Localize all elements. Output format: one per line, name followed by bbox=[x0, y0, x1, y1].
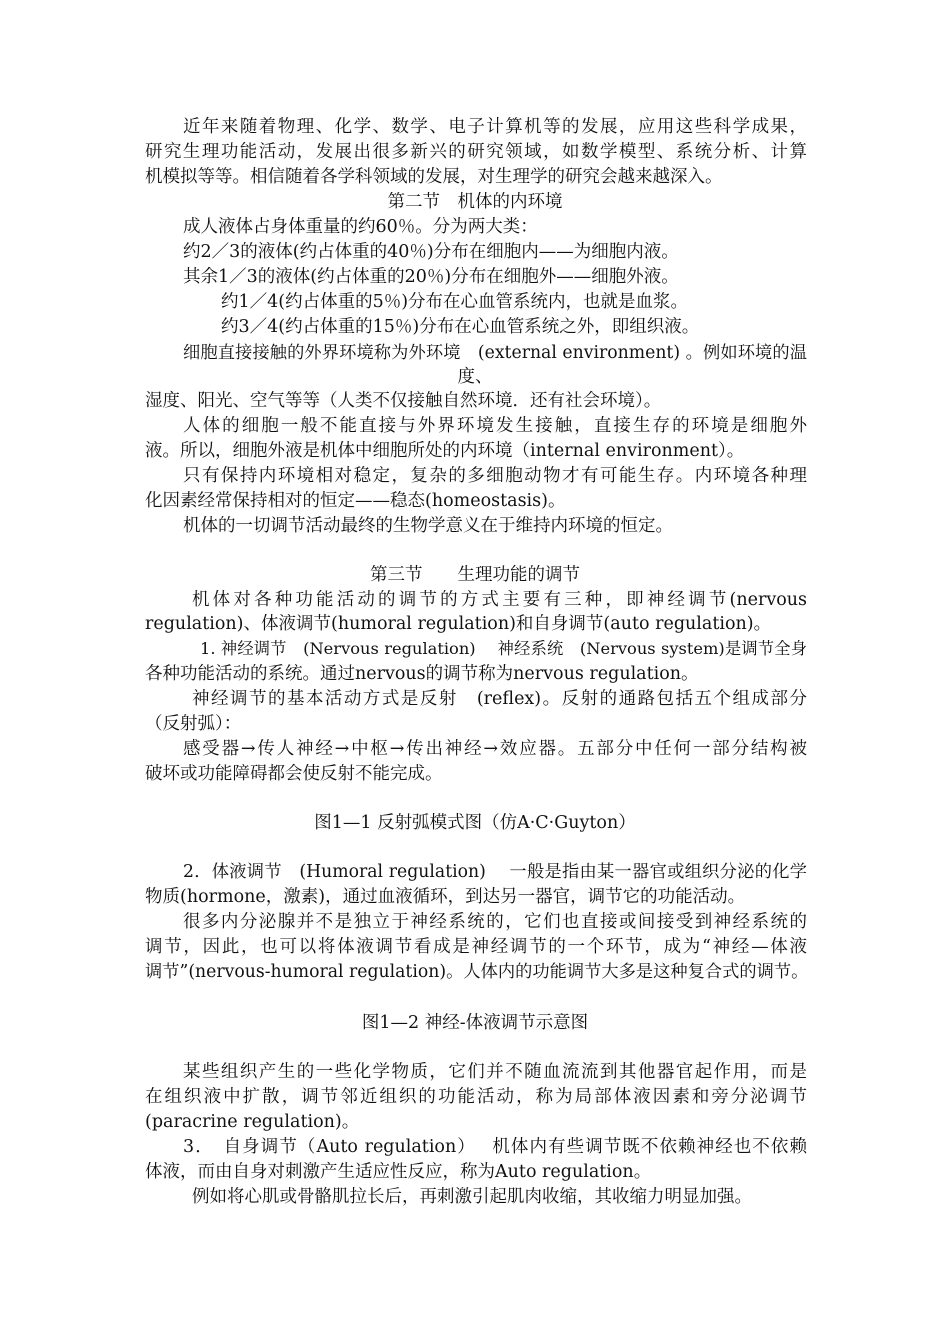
intro-line-3: 机模拟等等。相信随着各学科领域的发展，对生理学的研究会越来越深入。 bbox=[145, 167, 723, 187]
internal-env-line-2: 液。所以，细胞外液是机体中细胞所处的内环境（internal environment）。 bbox=[145, 441, 745, 461]
auto-regulation-line-2: 体液，而由自身对刺激产生适应性反应，称为Auto regulation。 bbox=[145, 1162, 652, 1182]
paracrine-line-1: 某些组织产生的一些化学物质，它们并不随血流流到其他器官起作用，而是 bbox=[183, 1062, 807, 1082]
reflex-arc-line-2: 破坏或功能障碍都会使反射不能完成。 bbox=[145, 764, 443, 784]
humoral-line-2: 物质(hormone，激素)，通过血液循环，到达另一器官，调节它的功能活动。 bbox=[145, 887, 746, 907]
body-fluid-line-3: 其余1／3的液体(约占体重的20％)分布在细胞外——细胞外液。 bbox=[183, 267, 679, 287]
section-3-title: 第三节 生理功能的调节 bbox=[370, 565, 580, 585]
external-env-line-2: 度、 bbox=[457, 367, 493, 387]
intro-line-1: 近年来随着物理、化学、数学、电子计算机等的发展，应用这些科学成果， bbox=[183, 117, 807, 137]
nervous-regulation-line-1: 1. 神经调节 (Nervous regulation) 神经系统 (Nervous system)是调节全身 bbox=[200, 639, 807, 658]
external-env-line-3: 湿度、阳光、空气等等（人类不仅接触自然环境．还有社会环境）。 bbox=[145, 391, 662, 411]
homeostasis-line-2: 化因素经常保持相对的恒定——稳态(homeostasis)。 bbox=[145, 491, 566, 511]
muscle-example-line: 例如将心肌或骨骼肌拉长后，再刺激引起肌肉收缩，其收缩力明显加强。 bbox=[192, 1187, 752, 1207]
modes-line-2: regulation)、体液调节(humoral regulation)和自身调节(auto regulation)。 bbox=[145, 614, 772, 634]
auto-regulation-line-1: 3． 自身调节（Auto regulation） 机体内有些调节既不依赖神经也不依赖 bbox=[183, 1137, 807, 1157]
reflex-arc-line-1: 感受器→传人神经→中枢→传出神经→效应器。五部分中任何一部分结构被 bbox=[183, 739, 807, 759]
body-fluid-line-2: 约2／3的液体(约占体重的40％)分布在细胞内——为细胞内液。 bbox=[183, 242, 679, 262]
reflex-line-2: （反射弧）： bbox=[145, 714, 242, 734]
figure-1-1-caption: 图1—1 反射弧模式图（仿A·C·Guyton） bbox=[314, 813, 636, 833]
section-2-title: 第二节 机体的内环境 bbox=[387, 192, 563, 212]
body-fluid-line-4: 约1／4(约占体重的5％)分布在心血管系统内，也就是血浆。 bbox=[221, 292, 689, 312]
reflex-line-1: 神经调节的基本活动方式是反射 (reflex)。反射的通路包括五个组成部分 bbox=[192, 689, 807, 709]
intro-line-2: 研究生理功能活动，发展出很多新兴的研究领域，如数学模型、系统分析、计算 bbox=[145, 142, 807, 162]
nervous-regulation-line-2: 各种功能活动的系统。通过nervous的调节称为nervous regulation。 bbox=[145, 664, 699, 684]
paracrine-line-2: 在组织液中扩散，调节邻近组织的功能活动，称为局部体液因素和旁分泌调节 bbox=[145, 1087, 807, 1107]
body-fluid-line-5: 约3／4(约占体重的15％)分布在心血管系统之外，即组织液。 bbox=[221, 317, 700, 337]
body-fluid-line-1: 成人液体占身体重量的约60％。分为两大类： bbox=[183, 217, 538, 237]
homeostasis-line-1: 只有保持内环境相对稳定，复杂的多细胞动物才有可能生存。内环境各种理 bbox=[183, 466, 807, 486]
paracrine-line-3: (paracrine regulation)。 bbox=[145, 1112, 360, 1132]
internal-env-line-1: 人体的细胞一般不能直接与外界环境发生接触，直接生存的环境是细胞外 bbox=[183, 416, 807, 436]
regulation-meaning-line: 机体的一切调节活动最终的生物学意义在于维持内环境的恒定。 bbox=[183, 516, 673, 536]
figure-1-2-caption: 图1—2 神经-体液调节示意图 bbox=[361, 1013, 589, 1033]
external-env-line-1: 细胞直接接触的外界环境称为外环境 (external environment) 。例如环境的温 bbox=[183, 343, 807, 363]
humoral-line-1: 2．体液调节 (Humoral regulation) 一般是指由某一器官或组织分泌的化学 bbox=[183, 862, 807, 882]
endocrine-line-1: 很多内分泌腺并不是独立于神经系统的，它们也直接或间接受到神经系统的 bbox=[183, 912, 807, 932]
endocrine-line-2: 调节，因此，也可以将体液调节看成是神经调节的一个环节，成为“神经—体液 bbox=[145, 937, 807, 957]
endocrine-line-3: 调节”(nervous-humoral regulation)。人体内的功能调节大多是这种复合式的调节。 bbox=[145, 962, 809, 982]
modes-line-1: 机体对各种功能活动的调节的方式主要有三种，即神经调节(nervous bbox=[192, 590, 807, 610]
